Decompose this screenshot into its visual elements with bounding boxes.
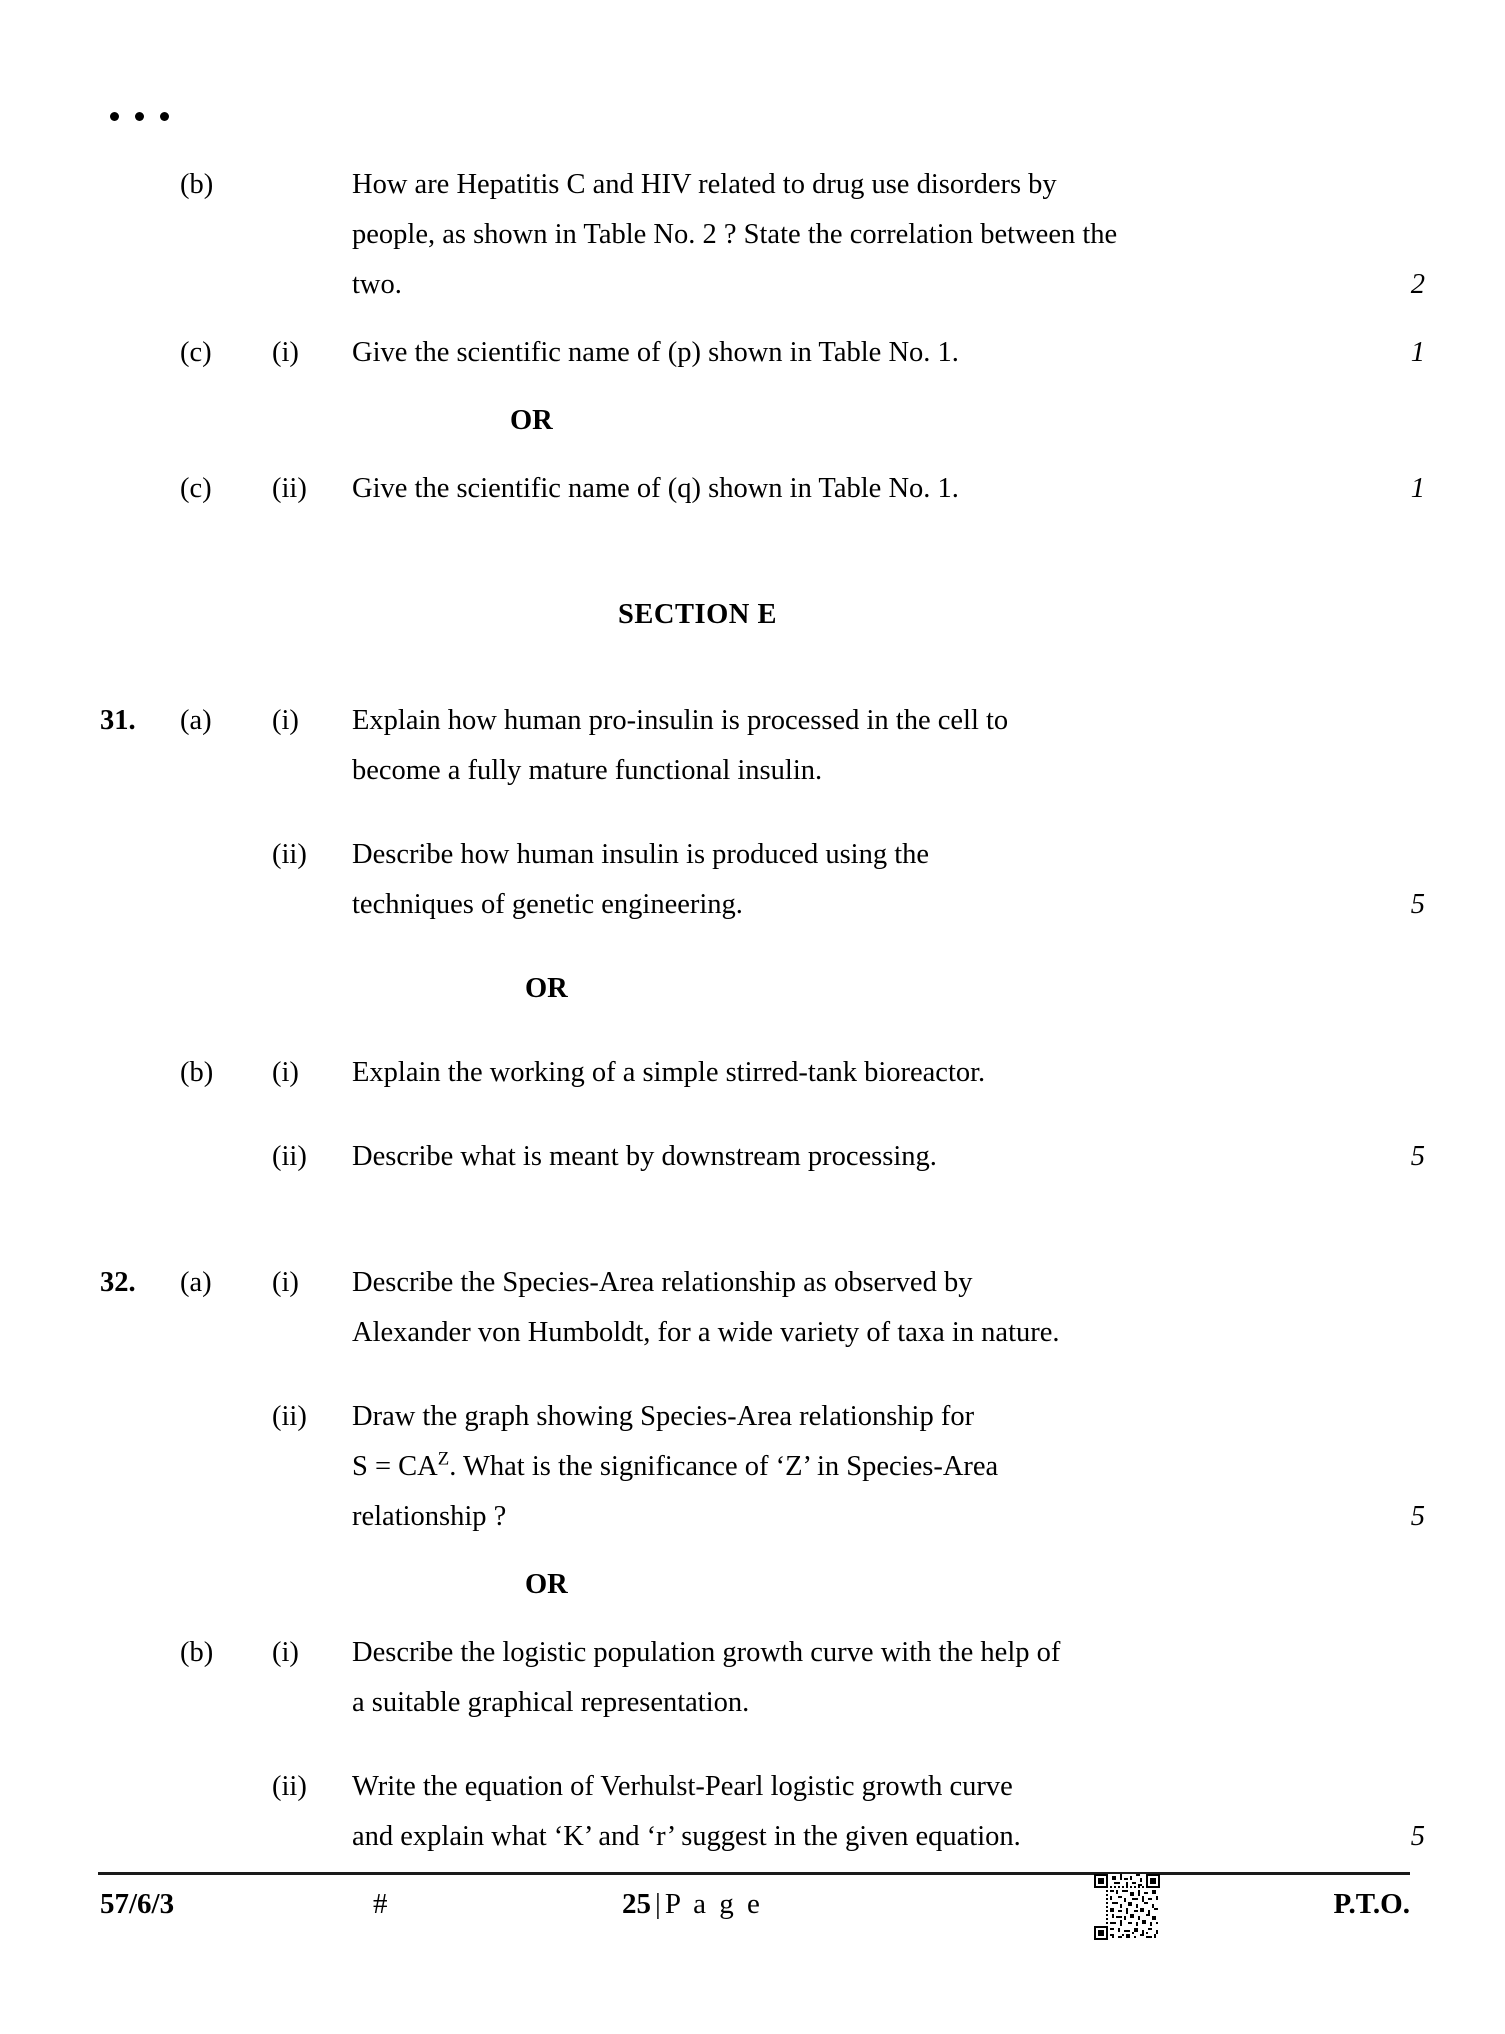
roman-label: (i) [272,705,299,736]
text-line: Give the scientific name of (q) shown in Table No. 1. [352,473,959,504]
question-text [352,696,1355,796]
question-row-32-b-ii [0,1762,1505,1862]
spacer [0,378,1505,396]
marks-value: 5 [1410,1141,1425,1172]
text-line: Explain the working of a simple stirred-tank bioreactor. [352,1057,986,1088]
page-indicator [622,1888,763,1921]
spacer [0,310,1505,328]
part-label: (a) [180,1267,212,1298]
marks-value: 5 [1410,889,1425,920]
pto-label: P.T.O. [1333,1888,1410,1920]
question-text [352,1762,1355,1862]
question-row-31-a-i [0,696,1505,796]
dot-1 [110,112,119,121]
spacer [0,514,1505,590]
spacer [0,446,1505,464]
text-line: techniques of genetic engineering. [352,889,743,920]
spacer [0,640,1505,696]
paper-code: 57/6/3 [100,1888,175,1920]
text-line: Explain how human pro-insulin is processed in the cell to [352,705,1009,736]
question-number: 31. [100,705,136,736]
spacer [0,930,1505,964]
continuation-dots-icon [110,112,169,121]
page-word: P a g e [664,1888,763,1920]
question-number: 32. [100,1267,136,1298]
question-row-32-b-i [0,1628,1505,1728]
question-body [0,160,1505,1862]
or-divider-32: OR [525,1569,568,1600]
text-line: people, as shown in Table No. 2 ? State the correlation between the [352,219,1118,250]
text-line: Describe the Species-Area relationship as observed by [352,1267,973,1298]
marks-value: 5 [1410,1501,1425,1532]
marks-value: 5 [1410,1821,1425,1852]
spacer [0,1014,1505,1048]
roman-label: (ii) [272,839,307,870]
part-label: (a) [180,705,212,736]
part-label: (b) [180,1057,214,1088]
page-footer [0,1888,1505,1958]
dot-3 [160,112,169,121]
formula-tail: . What is the significance of ‘Z’ in Species-Area [449,1451,999,1482]
spacer [0,1728,1505,1762]
section-heading: SECTION E [618,599,777,630]
question-text [352,1258,1355,1358]
question-text [352,328,1355,378]
text-line: become a fully mature functional insulin. [352,755,823,786]
text-line: Write the equation of Verhulst-Pearl logistic growth curve [352,1771,1013,1802]
question-text [352,1392,1355,1542]
qr-code-icon [1094,1874,1160,1940]
question-row-31-b-i [0,1048,1505,1098]
footer-divider [98,1872,1410,1875]
page-number: 25 [622,1888,651,1920]
marks-value: 1 [1410,337,1425,368]
roman-label: (ii) [272,1771,307,1802]
text-line: a suitable graphical representation. [352,1687,750,1718]
text-line: Describe what is meant by downstream processing. [352,1141,937,1172]
part-label: (c) [180,473,212,504]
text-line: How are Hepatitis C and HIV related to drug use disorders by [352,169,1057,200]
hash-marker: # [373,1888,388,1920]
question-row-b-hiv [0,160,1505,310]
part-label: (b) [180,169,214,200]
formula-exponent: Z [437,1448,450,1470]
text-line: Describe the logistic population growth curve with the help of [352,1637,1061,1668]
spacer [0,1542,1505,1560]
question-text [352,160,1355,310]
text-line: two. [352,269,402,300]
text-line: Alexander von Humboldt, for a wide variety of taxa in nature. [352,1317,1060,1348]
text-line: and explain what ‘K’ and ‘r’ suggest in the given equation. [352,1821,1021,1852]
spacer [0,1098,1505,1132]
question-text [352,1048,1355,1098]
spacer [0,1610,1505,1628]
question-row-32-a-i [0,1258,1505,1358]
text-line: relationship ? [352,1501,507,1532]
question-row-c-i [0,328,1505,378]
marks-value: 1 [1410,473,1425,504]
spacer [0,796,1505,830]
roman-label: (i) [272,1267,299,1298]
spacer [0,1358,1505,1392]
question-text [352,1628,1355,1728]
question-row-32-a-ii [0,1392,1505,1542]
spacer [0,1182,1505,1258]
roman-label: (ii) [272,1141,307,1172]
question-text [352,464,1355,514]
roman-label: (i) [272,1637,299,1668]
question-row-c-ii [0,464,1505,514]
or-divider-31: OR [525,973,568,1004]
question-text [352,830,1355,930]
roman-label: (ii) [272,1401,307,1432]
text-line: Draw the graph showing Species-Area relationship for [352,1401,975,1432]
roman-label: (ii) [272,473,307,504]
question-text [352,1132,1355,1182]
text-line: Describe how human insulin is produced using the [352,839,930,870]
roman-label: (i) [272,337,299,368]
question-row-31-b-ii [0,1132,1505,1182]
formula-base: S = CA [352,1451,438,1482]
page-separator: | [655,1888,661,1920]
roman-label: (i) [272,1057,299,1088]
marks-value: 2 [1410,269,1425,300]
part-label: (b) [180,1637,214,1668]
text-line-formula [352,1442,1355,1492]
or-divider-c: OR [510,405,553,436]
question-row-31-a-ii [0,830,1505,930]
dot-2 [135,112,144,121]
text-line: Give the scientific name of (p) shown in Table No. 1. [352,337,959,368]
part-label: (c) [180,337,212,368]
